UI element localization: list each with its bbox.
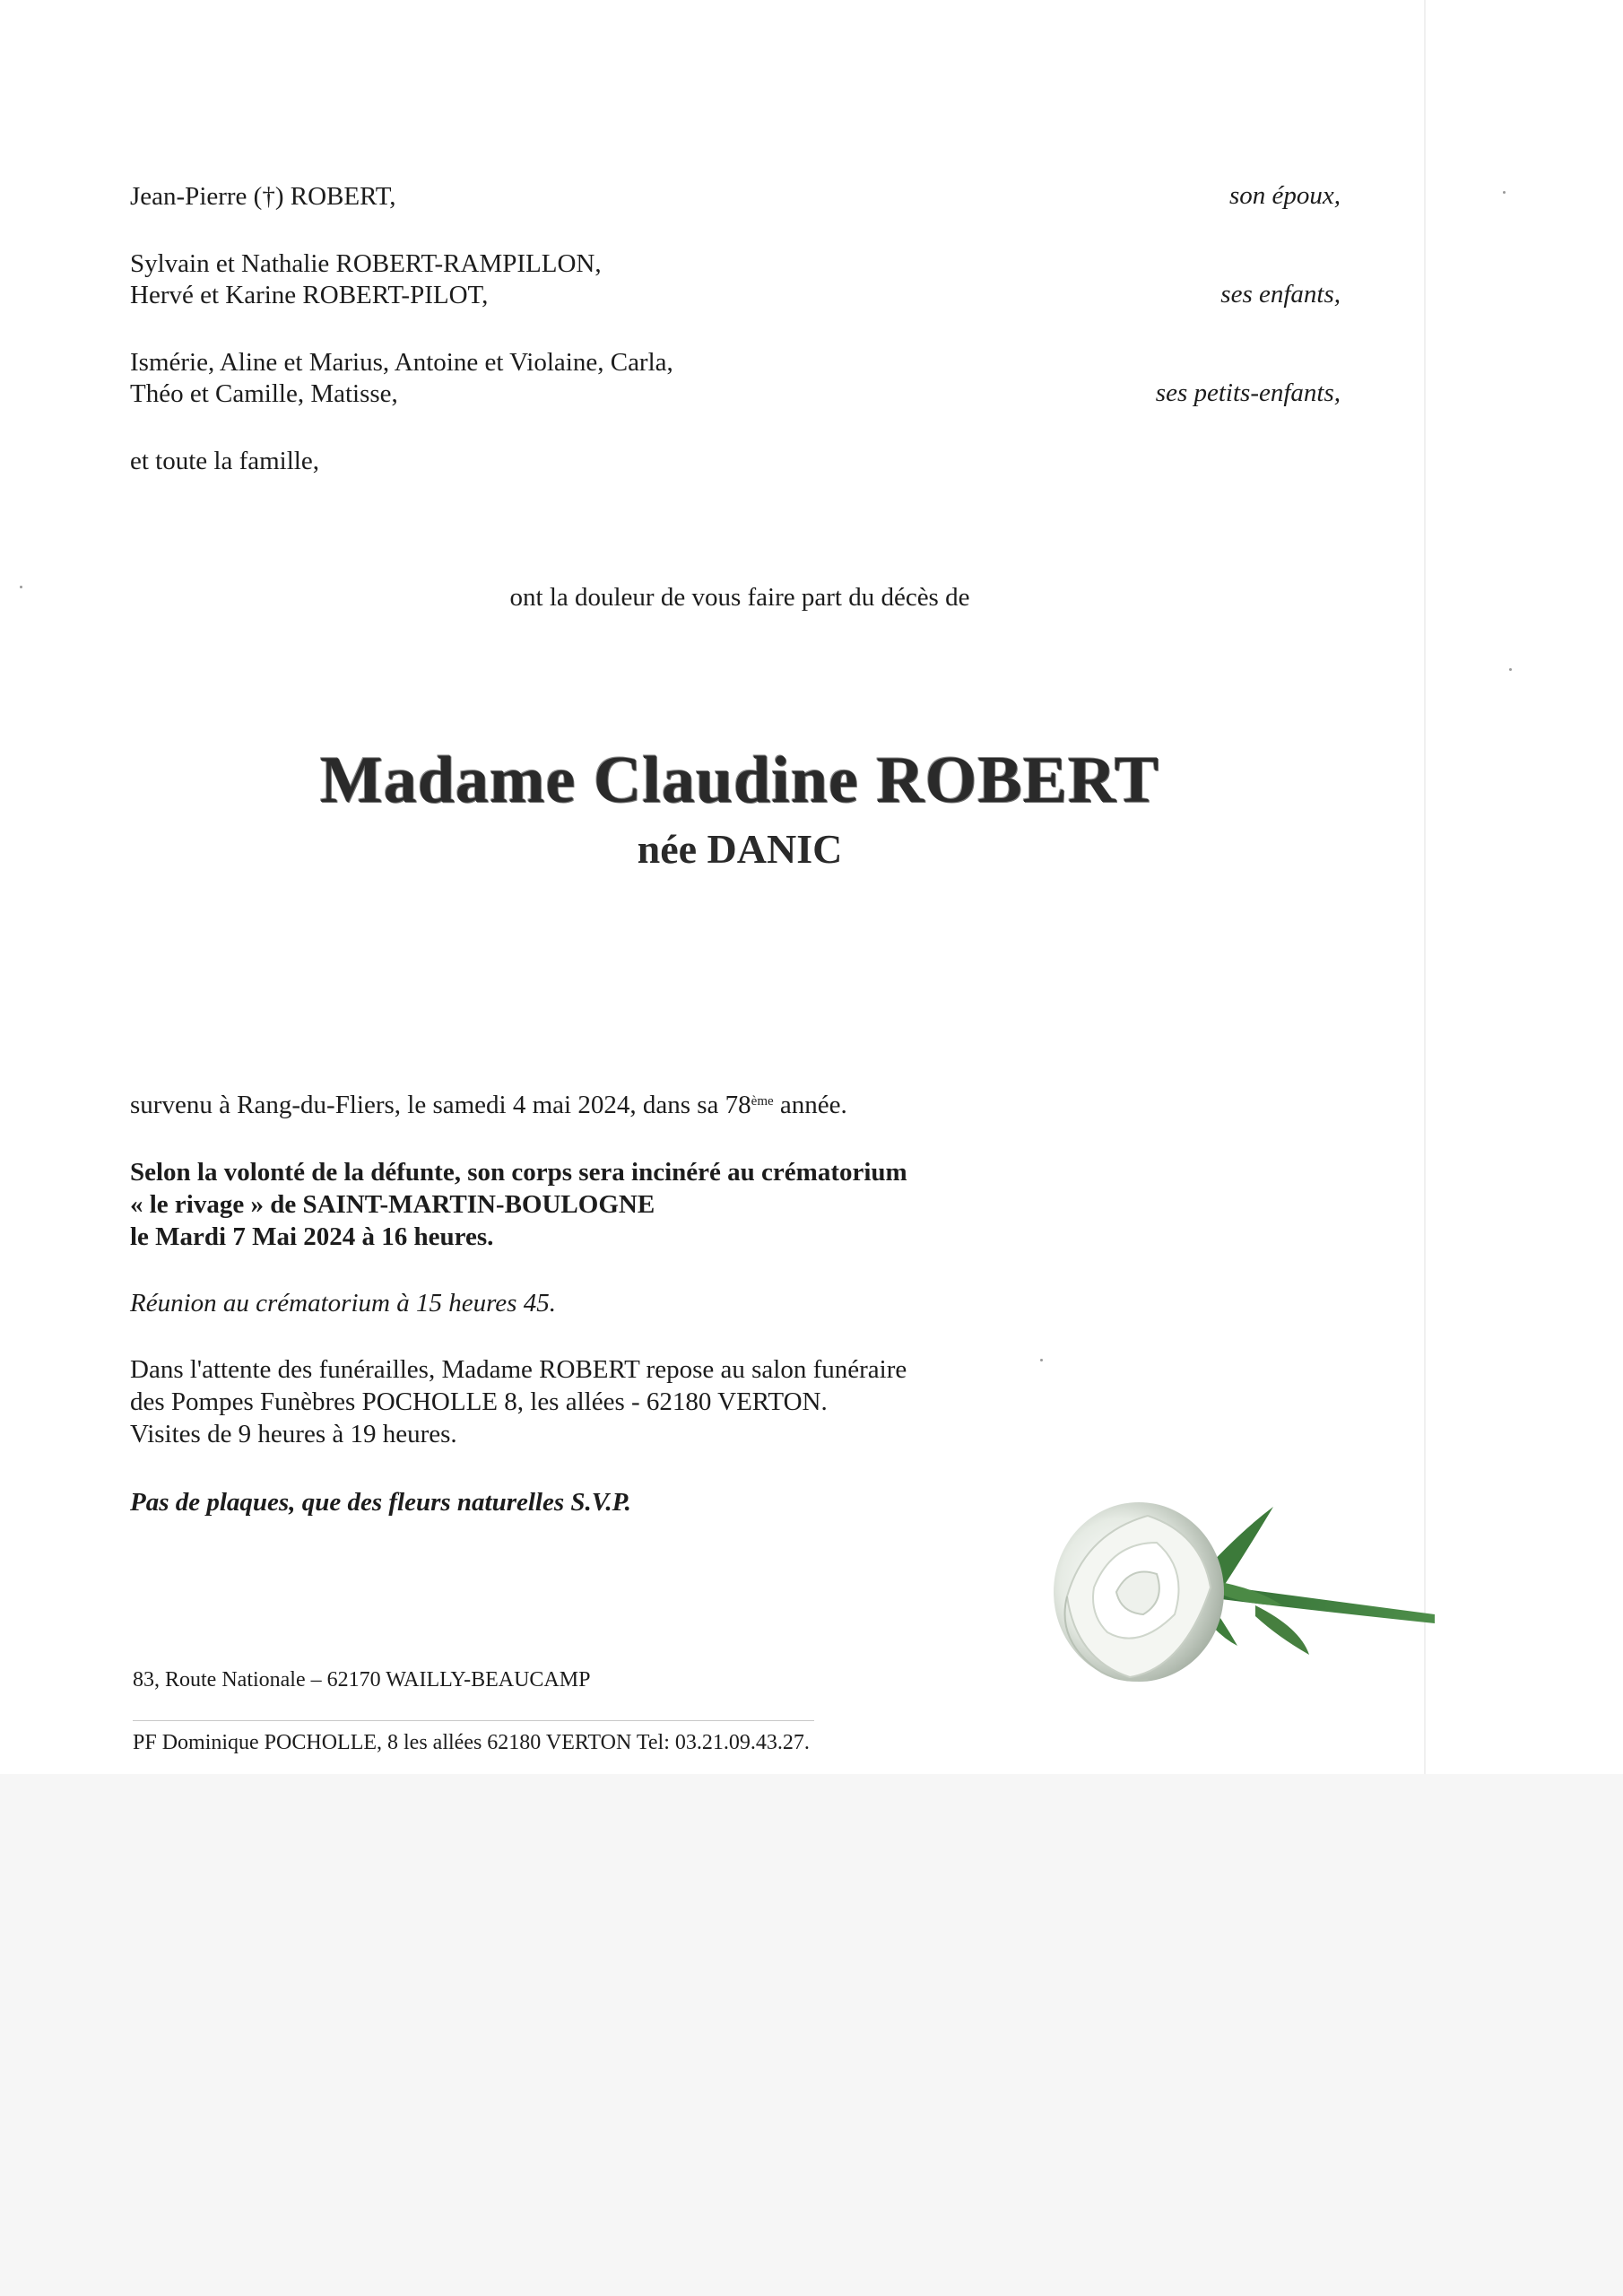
white-rose-image (1031, 1480, 1435, 1713)
ceremony-line: « le rivage » de SAINT-MARTIN-BOULOGNE (130, 1190, 655, 1219)
family-name-line: Hervé et Karine ROBERT-PILOT, (130, 281, 489, 309)
scan-margin (0, 1774, 1623, 2296)
visits-line: Dans l'attente des funérailles, Madame ROBERT repose au salon funéraire (130, 1355, 907, 1384)
scan-speck (1040, 1359, 1043, 1361)
death-text-end: année. (773, 1091, 847, 1119)
ordinal-suffix: ème (751, 1094, 774, 1109)
death-details (130, 1090, 847, 1120)
family-relation: son époux, (1228, 181, 1341, 210)
ceremony-line: le Mardi 7 Mai 2024 à 16 heures. (130, 1222, 494, 1251)
maiden-name: née DANIC (637, 826, 843, 872)
family-name-line: Théo et Camille, Matisse, (130, 379, 398, 408)
family-relation: ses petits-enfants, (1155, 378, 1341, 407)
reunion-note: Réunion au crématorium à 15 heures 45. (130, 1289, 556, 1318)
death-text: survenu à Rang-du-Fliers, le samedi 4 mai 2024, dans sa 78 (130, 1091, 751, 1119)
deceased-name: Madame Claudine ROBERT (319, 744, 1160, 817)
family-name-line: et toute la famille, (130, 447, 319, 475)
announcement-intro: ont la douleur de vous faire part du décès de (509, 583, 970, 612)
footer-address: 83, Route Nationale – 62170 WAILLY-BEAUCAMP (133, 1668, 591, 1692)
footer-divider (133, 1720, 814, 1721)
family-name-line: Jean-Pierre (†) ROBERT, (130, 182, 396, 211)
visits-line: Visites de 9 heures à 19 heures. (130, 1420, 457, 1448)
family-name-line: Ismérie, Aline et Marius, Antoine et Violaine, Carla, (130, 348, 673, 377)
ceremony-line: Selon la volonté de la défunte, son corps sera incinéré au crématorium (130, 1158, 907, 1187)
scan-speck (1503, 191, 1506, 194)
visits-line: des Pompes Funèbres POCHOLLE 8, les allées - 62180 VERTON. (130, 1387, 828, 1416)
family-relation: ses enfants, (1220, 280, 1341, 309)
flowers-note: Pas de plaques, que des fleurs naturelles S.V.P. (130, 1488, 631, 1517)
family-name-line: Sylvain et Nathalie ROBERT-RAMPILLON, (130, 249, 602, 278)
scan-speck (1509, 668, 1512, 671)
footer-funeral-home: PF Dominique POCHOLLE, 8 les allées 62180 VERTON Tel: 03.21.09.43.27. (133, 1731, 810, 1754)
